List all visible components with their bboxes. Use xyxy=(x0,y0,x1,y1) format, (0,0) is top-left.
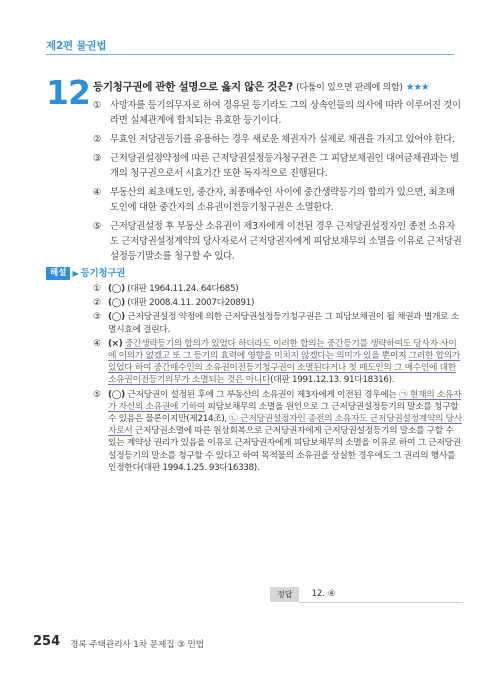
answer-box xyxy=(270,587,463,602)
explanation-item-5 xyxy=(93,389,463,474)
correct-mark: (◯) xyxy=(108,284,125,294)
explanation-item-4 xyxy=(93,338,463,387)
explanation-item-3 xyxy=(93,311,463,335)
option-4 xyxy=(93,185,463,215)
option-marker: ③ xyxy=(93,153,102,164)
underlined-passage: ㉡ 근저당권설정자인 종전의 소유자도 근저당권설정계약의 당사자로서 xyxy=(108,414,462,437)
option-marker: ⑤ xyxy=(93,221,102,232)
arrow-right-icon: ▶ xyxy=(72,269,79,278)
explanation-citation: (대판 1991.12.13. 91다18316). xyxy=(270,375,395,386)
explanation-text: 근저당권설정 약정에 의한 근저당권설정등기청구권은 그 피담보채권이 될 채권과 별개로 소멸시효에 걸린다. xyxy=(108,312,459,335)
underlined-passage: ㉠ 현재의 소유자가 자신의 소유권에 기하여 xyxy=(108,389,462,412)
correct-mark: (◯) xyxy=(108,312,125,323)
option-text: 부동산의 최초매도인, 중간자, 최종매수인 사이에 중간생략등기의 합의가 있으면, 최초매도인에 대한 중간자의 소유권이전등기청구권은 소멸한다. xyxy=(110,187,455,213)
difficulty-stars-icon: ★★★ xyxy=(405,82,429,93)
explanation-marker: ③ xyxy=(93,312,101,323)
explanation-text: (대판 2008.4.11. 2007다20891) xyxy=(124,298,255,309)
option-text: 무효인 저당권등기를 유용하는 경우 새로운 채권자가 실제로 채권을 가지고 있어야 한다. xyxy=(110,134,455,145)
explanation-text: (대판 1964.11.24. 64다685) xyxy=(124,284,239,294)
answer-value: 12. ④ xyxy=(299,587,463,603)
underlined-passage: 중간생략등기의 합의가 있었다 하더라도 이러한 합의는 중간등기를 생략하여도 당사자 사이에 이의가 없겠고 또 그 등기의 효력에 영향을 미치지 않겠다는 의미가 있을 뿐 xyxy=(108,338,457,362)
option-text: 근저당권설정약정에 따른 근저당권설정등기청구권은 그 피담보채권인 대여금채권과는 별개의 청구권으로서 시효기간 또한 독자적으로 진행된다. xyxy=(110,153,459,179)
footer-book-title: 경록 주택관리사 1차 문제집 ③ 민법 xyxy=(70,640,204,650)
question-note: (다툼이 있으면 판례에 의함) xyxy=(296,83,403,93)
option-2 xyxy=(93,132,463,147)
explanation-item-2 xyxy=(93,297,463,309)
option-text: 근저당권설정 후 부동산 소유권이 제3자에게 이전된 경우 근저당권설정자인 종전 소유자도 근저당권설정계약의 당사자로서 근저당권자에게 피담보채무의 소멸을 이유로 근저당권설정등기말소를 청구할 수 있다. xyxy=(110,221,462,262)
question-title xyxy=(93,79,465,94)
answer-label: 정답 xyxy=(270,587,299,602)
wrong-mark: (×) xyxy=(108,338,123,349)
option-marker: ④ xyxy=(93,187,102,198)
option-5 xyxy=(93,219,463,264)
explanation-marker: ② xyxy=(93,298,101,309)
question-number: 12 xyxy=(46,73,90,112)
explanation-tag: 해설 xyxy=(46,267,70,280)
explanation-text: 근저당권소멸에 따른 원상회복으로 근저당권자에게 근저당권설정등기의 말소를 구할 수 있는 계약상 권리가 있음을 이유로 근저당권자에게 피담보채무의 소멸을 이유로 하여 그 근저당권설정등기의 말소를 청구할 수 있다고 하여 목적물의 소유권을 상실한 경우에도 그 권리의 행사를 인정한다(대판 1994.1.25. 93다16338). xyxy=(108,426,461,473)
explanation-header xyxy=(46,267,125,280)
explanation-marker: ⑤ xyxy=(93,389,101,400)
explanation-text: 근저당권이 설정된 후에 그 부동산의 소유권이 제3자에게 이전된 경우에는 xyxy=(124,389,399,400)
chapter-header: 제2편 물권법 xyxy=(46,40,107,52)
option-marker: ② xyxy=(93,134,102,145)
option-1 xyxy=(93,98,463,128)
question-title-text: 등기청구권에 관한 설명으로 옳지 않은 것은? xyxy=(93,81,293,93)
option-3 xyxy=(93,151,463,181)
explanation-marker: ④ xyxy=(93,338,101,349)
explanation-item-1 xyxy=(93,283,463,295)
page-number: 254 xyxy=(33,634,61,649)
answer-options xyxy=(93,98,463,268)
header-divider xyxy=(46,54,454,55)
correct-mark: (◯) xyxy=(108,389,125,400)
option-marker: ① xyxy=(93,100,102,111)
correct-mark: (◯) xyxy=(108,298,125,309)
explanation-marker: ① xyxy=(93,284,101,294)
underlined-passage: 그러한 합의가 있었다 하여 중간매수인의 소유권이전등기청구권이 소멸된다거나 첫 매도인의 그 매수인에 대한 소유권이전등기의무가 소멸되는 것은 아니다 xyxy=(108,351,461,386)
option-text: 사망자를 등기의무자로 하여 경유된 등기라도 그의 상속인들의 의사에 따라 이루어진 것이라면 실체관계에 합치되는 유효한 등기이다. xyxy=(110,100,461,126)
explanation-list xyxy=(93,283,463,476)
explanation-text: 피담보채무의 소멸을 원인으로 그 근저당권설정등기의 말소를 청구할 수 있음은 물론이지만(제214조), xyxy=(108,401,459,425)
explanation-text: 이지 xyxy=(389,351,409,362)
explanation-title: 등기청구권 xyxy=(80,268,125,279)
